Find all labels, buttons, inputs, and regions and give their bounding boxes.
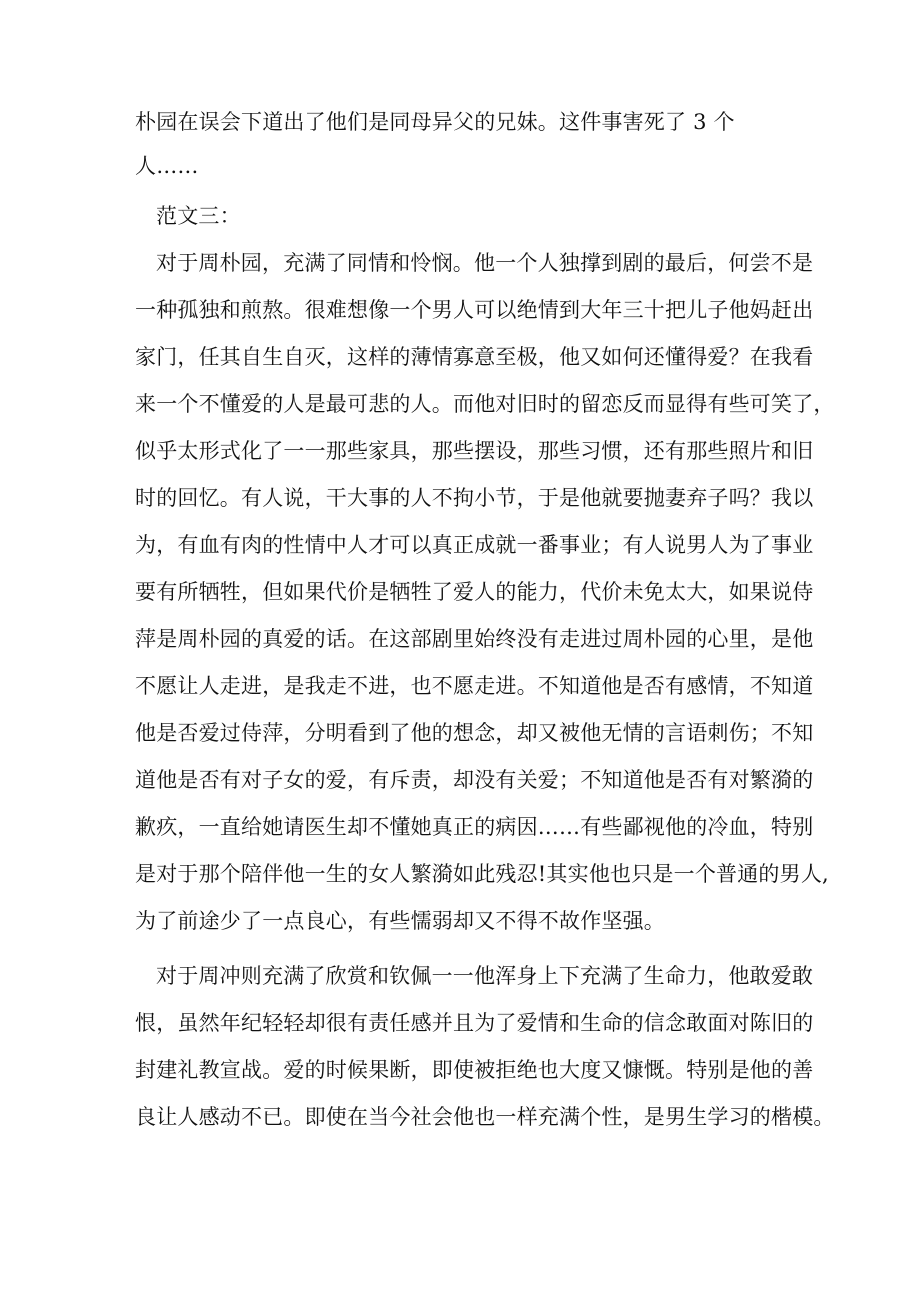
- paragraph-line: 为了前途少了一点良心，有些懦弱却又不得不故作坚强。: [135, 909, 665, 933]
- paragraph-line: 萍是周朴园的真爱的话。在这部剧里始终没有走进过周朴园的心里，是他: [135, 627, 814, 651]
- continuation-line: 朴园在误会下道出了他们是同母异父的兄妹。这件事害死了 3 个: [135, 110, 735, 134]
- paragraph-line: 他是否爱过侍萍，分明看到了他的想念，却又被他无情的言语刺伤；不知: [135, 721, 814, 745]
- paragraph-line: 恨，虽然年纪轻轻却很有责任感并且为了爱情和生命的信念敢面对陈旧的: [135, 1011, 814, 1035]
- continuation-line: 人……: [135, 154, 199, 178]
- paragraph-line: 封建礼教宣战。爱的时候果断，即使被拒绝也大度又慷慨。特别是他的善: [135, 1058, 814, 1082]
- section-heading: 范文三：: [156, 204, 241, 228]
- paragraph-line: 来一个不懂爱的人是最可悲的人。而他对旧时的留恋反而显得有些可笑了，: [135, 392, 835, 416]
- paragraph-line: 家门，任其自生自灭，这样的薄情寡意至极，他又如何还懂得爱？在我看: [135, 345, 814, 369]
- paragraph-line: 要有所牺牲，但如果代价是牺牲了爱人的能力，代价未免太大，如果说侍: [135, 580, 814, 604]
- paragraph-line: 不愿让人走进，是我走不进，也不愿走进。不知道他是否有感情，不知道: [135, 674, 814, 698]
- paragraph-line: 时的回忆。有人说，干大事的人不拘小节，于是他就要抛妻弃子吗？我以: [135, 486, 814, 510]
- paragraph-line: 歉疚，一直给她请医生却不懂她真正的病因……有些鄙视他的冷血，特别: [135, 815, 814, 839]
- paragraph-line: 一种孤独和煎熬。很难想像一个男人可以绝情到大年三十把儿子他妈赶出: [135, 298, 814, 322]
- paragraph-line: 对于周朴园，充满了同情和怜悯。他一个人独撑到剧的最后，何尝不是: [156, 251, 814, 275]
- paragraph-line: 对于周冲则充满了欣赏和钦佩一一他浑身上下充满了生命力，他敢爱敢: [156, 964, 814, 988]
- paragraph-line: 为，有血有肉的性情中人才可以真正成就一番事业；有人说男人为了事业: [135, 533, 814, 557]
- paragraph-line: 似乎太形式化了一一那些家具，那些摆设，那些习惯，还有那些照片和旧: [135, 439, 814, 463]
- paragraph-line: 是对于那个陪伴他一生的女人繁漪如此残忍!其实他也只是一个普通的男人,: [135, 862, 829, 886]
- paragraph-line: 道他是否有对子女的爱，有斥责，却没有关爱；不知道他是否有对繁漪的: [135, 768, 814, 792]
- paragraph-line: 良让人感动不已。即使在当今社会他也一样充满个性，是男生学习的楷模。: [135, 1105, 835, 1129]
